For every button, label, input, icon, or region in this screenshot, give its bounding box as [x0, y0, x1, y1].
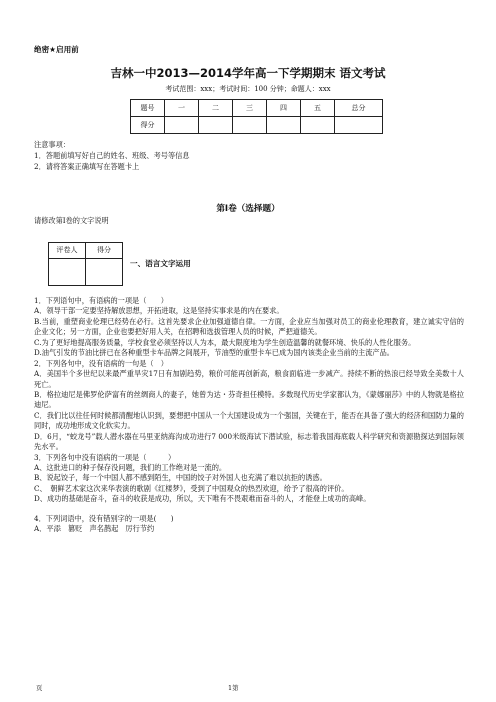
- score-header-cell: 题号: [131, 100, 165, 117]
- score-table-header-row: [131, 100, 383, 117]
- question-option: C．我们比以往任何时候都清醒地认识到，要想把中国从一个大国建设成为一个强国，关键在于，能否在具备了强大的经济和国防力量的同时，成功地形成文化软实力。: [34, 410, 464, 431]
- exam-title: 吉林一中2013—2014学年高一下学期期末 语文考试: [110, 66, 386, 80]
- part1-fill-note: 请修改第Ⅰ卷的文字说明: [34, 216, 109, 225]
- spacer: [34, 505, 464, 514]
- question-option: D、成功的基础是奋斗，奋斗的收获是成功，所以，天下唯有不畏艰难而奋斗的人，才能登上成功的高峰。: [34, 494, 371, 504]
- score-header-cell: 五: [301, 100, 335, 117]
- score-header-cell: 三: [233, 100, 267, 117]
- score-table-score-row: [131, 117, 383, 134]
- score-table: [130, 99, 383, 134]
- footer-page-number: 1第: [228, 684, 239, 692]
- question-option: B、说起饺子，每一个中国人都不感到陌生，中国的饺子对外国人也充满了难以抗拒的诱惑。: [34, 473, 327, 483]
- question-stem: 2．下列各句中，没有语病的一句是（ ）: [34, 358, 168, 368]
- question-option: D.油气引发的节油比拼已在各种重型卡车品牌之间展开，节油型的重型卡车已成为国内该类企业当前的主流产品。: [34, 348, 394, 358]
- question-stem: 1．下列语句中，有语病的一项是（ ）: [34, 296, 168, 305]
- question-option: A．美国半个多世纪以来最严重旱灾17日有加剧趋势，粮价可能再创新高，粮食面临进一步减产。持续不断的热浪已经导致全美数十人死亡。: [34, 369, 464, 389]
- score-header-cell: 一: [165, 100, 199, 117]
- score-header-cell: 总分: [335, 100, 383, 117]
- exam-meta: 考试范围：xxx；考试时间：100 分钟；命题人：xxx: [165, 85, 331, 93]
- section-heading: 一、语言文字运用: [130, 259, 191, 268]
- score-cell: [335, 117, 383, 134]
- grader-cell: [86, 259, 123, 286]
- question-option: A．领导干部一定要坚持解放思想，开拓进取，这是坚持实事求是的内在要求。: [34, 306, 284, 316]
- secret-label: 绝密★启用前: [34, 45, 79, 54]
- score-cell: [165, 117, 199, 134]
- grader-cell: [49, 259, 86, 286]
- question-option: D．6月，“蛟龙号”载人潜水器在马里亚纳海沟成功进行7 000米级海试下潜试验，标志着我国海底载人科学研究和资源勘探达到国际领先水平。: [34, 431, 464, 452]
- notes-item: 1．答题前填写好自己的姓名、班级、考号等信息: [34, 151, 190, 160]
- question-option: A．平添 篡贬 声名鹊起 厉行节约: [34, 524, 155, 534]
- grader-table: [48, 242, 123, 286]
- notes-heading: 注意事项：: [34, 140, 70, 149]
- question-stem: 4．下列词语中，没有错别字的一项是( ): [34, 513, 174, 523]
- score-header-cell: 四: [267, 100, 301, 117]
- question-stem: 3．下列各句中没有语病的一项是（ ）: [34, 452, 176, 462]
- footer-page-label: 页: [36, 684, 43, 692]
- grader-header-row: [49, 243, 123, 259]
- score-row-label: 得分: [131, 117, 165, 134]
- score-cell: [199, 117, 233, 134]
- score-cell: [301, 117, 335, 134]
- grader-col-label: 评卷人: [49, 243, 86, 259]
- notes-item: 2．请将答案正确填写在答题卡上: [34, 162, 140, 171]
- question-option: B．格拉迪尼是佛罗伦萨富有的丝绸商人的妻子，她曾为达・芬奇担任模特。多数现代历史学家都认为，《蒙娜丽莎》中的人物就是格拉迪尼。: [34, 389, 464, 410]
- score-cell: [233, 117, 267, 134]
- part1-title: 第Ⅰ卷（选择题）: [216, 204, 280, 214]
- question-option: A、这批进口的种子保存没问题，我们的工作绝对是一流的。: [34, 463, 227, 472]
- questions-body: [34, 296, 464, 535]
- grader-empty-row: [49, 259, 123, 286]
- score-header-cell: 二: [199, 100, 233, 117]
- score-cell: [267, 117, 301, 134]
- notes-section: [34, 140, 190, 173]
- question-option: B.当前，重塑商业伦理已经势在必行。这首先要求企业加强道德自律。一方面，企业应当加强对员工的商业伦理教育，建立诚实守信的企业文化；另一方面，企业也要把好用人关，在招聘和选拔管理人员的时候，严把道德关。: [34, 316, 464, 337]
- question-option: C.为了更好地提高服务质量，学校食堂必须坚持以人为本，最大限度地为学生创造温馨的就餐环境、快乐的人性化服务。: [34, 337, 416, 347]
- question-option: C、 朝鲜艺术家这次来华表演的歌剧《红楼梦》，受到了中国观众的热烈欢迎，给予了很高的评价。: [34, 483, 349, 493]
- grader-col-label: 得分: [86, 243, 123, 259]
